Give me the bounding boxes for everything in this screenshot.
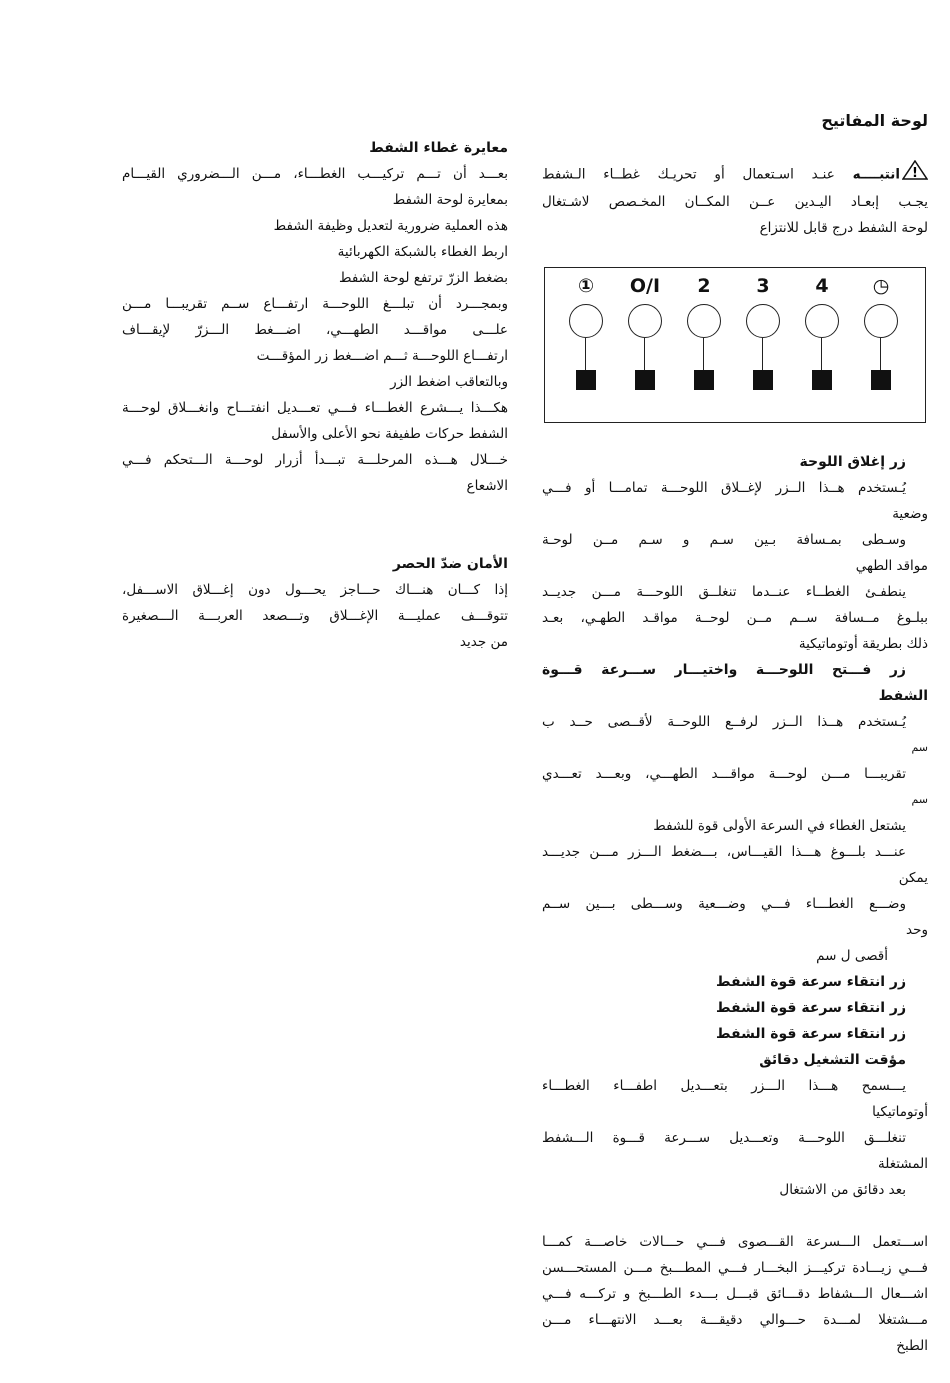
calib-line-5: بضغط الزرّ ترتفع لوحة الشفط bbox=[339, 270, 508, 286]
timer-line-5: بعد دقائق من الاشتغال bbox=[779, 1182, 906, 1198]
panel-button-timer bbox=[861, 268, 901, 422]
calib-line-7: علـــى مواقـــد الطهـــي، اضـــغط الـــزرّ لإيقـــاف bbox=[122, 322, 508, 338]
open-line-4: سم bbox=[911, 793, 928, 806]
timer-line-4: المشتغلة bbox=[877, 1156, 928, 1172]
warning-label: انتبــــه bbox=[852, 166, 901, 183]
section-title-keypad: لوحة المفاتيح bbox=[821, 111, 928, 130]
anti-trap-heading: الأمان ضدّ الحصر bbox=[392, 556, 508, 572]
open-panel-heading-2: الشفط bbox=[878, 688, 928, 704]
timer-line-3: تنغلـــق اللوحـــة وتعـــديل ســـرعة قـــوة الـــشفط bbox=[542, 1130, 906, 1146]
note-line-2: فـــي زيـــادة تركيـــز البخـــار فـــي المطـــبخ مـــن المستحـــسن bbox=[542, 1260, 928, 1276]
right-column bbox=[542, 108, 928, 1359]
note-line-3: اشـــعال الـــشفاط دقـــائق قبـــل بـــدء الطـــبخ و تركـــه فـــي bbox=[542, 1286, 928, 1302]
panel-button-timer-label: ◷ bbox=[872, 275, 890, 297]
speed-button-line-1: زر انتقاء سرعة قوة الشفط bbox=[716, 974, 906, 990]
control-panel-diagram bbox=[544, 267, 926, 423]
calib-line-6: وبمجـــرد أن تبلـــغ اللوحـــة ارتفـــاع ســم تقريبـــا مـــن bbox=[122, 296, 508, 312]
note-line-4: مـــشتغلا لمـــدة حـــوالي دقيقـــة بعـــد الانتهـــاء مـــن bbox=[542, 1312, 928, 1328]
calib-line-10: هكـــذا يـــشرع الغطـــاء فـــي تعـــديل انفتـــاح وانغـــلاق لوحـــة bbox=[122, 400, 508, 416]
safety-line-3: من جديد bbox=[459, 634, 508, 650]
open-line-2: سم bbox=[911, 741, 928, 754]
panel-button-speed-3-label: 3 bbox=[756, 275, 770, 297]
open-line-8: وضـــع الغطـــاء فـــي وضـــعية وســـطى بـــين ســم bbox=[542, 896, 906, 912]
panel-button-speed-2 bbox=[684, 268, 724, 422]
calib-line-1: بعـــد أن تـــم تركيـــب الغطـــاء، مـــن الـــضروري القيـــام bbox=[122, 166, 508, 182]
timer-heading: مؤقت التشغيل دقائق bbox=[759, 1052, 906, 1068]
warning-text-1: عنـد اسـتعمال أو تحريـك غطــاء الـشفط bbox=[542, 166, 835, 183]
svg-text:!: ! bbox=[912, 166, 918, 180]
speed-button-line-2: زر انتقاء سرعة قوة الشفط bbox=[716, 1000, 906, 1016]
panel-button-onoff-label: O/I bbox=[629, 275, 661, 297]
note-line-5: الطبخ bbox=[896, 1338, 928, 1354]
warning-triangle-icon bbox=[902, 160, 928, 189]
note-line-1: اســـتعمل الـــسرعة القـــصوى فـــي حـــالات خاصـــة كمـــا bbox=[542, 1234, 928, 1250]
warning-line-3: لوحة الشفط درج قابل للانتزاع bbox=[759, 220, 928, 236]
open-line-7: يمكن bbox=[898, 870, 928, 886]
close-line-3: وسـطى بمـسافة بـين سـم و سـم مــن لوحـة bbox=[542, 532, 906, 548]
close-panel-heading: زر إغلاق اللوحة bbox=[799, 454, 906, 470]
calib-line-4: اربط الغطاء بالشبكة الكهربائية bbox=[337, 244, 508, 260]
safety-line-1: إذا كـــان هنـــاك حـــاجز يحـــول دون إغـــلاق الاســـفل، bbox=[122, 582, 508, 598]
panel-button-onoff bbox=[625, 268, 665, 422]
timer-line-2: أوتوماتيكيا bbox=[872, 1104, 928, 1120]
close-line-5: ينطفـئ الغطــاء عنــدما تنغلــق اللوحـــة مـــن جديــد bbox=[542, 584, 906, 600]
panel-button-speed-3 bbox=[743, 268, 783, 422]
calib-line-9: وبالتعاقب اضغط الزر bbox=[390, 374, 508, 390]
open-panel-heading: زر فـــتح اللوحـــة واختيـــار ســـرعة قـــوة bbox=[542, 662, 906, 678]
open-line-9: وحد bbox=[906, 922, 928, 938]
panel-button-speed-4 bbox=[802, 268, 842, 422]
calib-line-13: الاشعاع bbox=[466, 478, 508, 494]
close-line-6: ببلـوغ مــسافة ســم مــن لوحــة مواقـد الطهـي، بعـد bbox=[542, 610, 928, 626]
safety-line-2: تتوقـــف عمليـــة الإغـــلاق وتـــصعد العربـــة الـــصغيرة bbox=[122, 608, 508, 624]
open-line-10: أقصى ل سم bbox=[816, 948, 888, 964]
panel-button-power bbox=[566, 268, 606, 422]
timer-line-1: يـــسمح هـــذا الـــزر بتعـــديل اطفـــاء الغطـــاء bbox=[542, 1078, 906, 1094]
open-line-5: يشتعل الغطاء في السرعة الأولى قوة للشفط bbox=[653, 818, 906, 834]
panel-button-power-label: ① bbox=[577, 275, 595, 297]
calibration-heading: معايرة غطاء الشفط bbox=[369, 140, 508, 156]
speed-button-line-3: زر انتقاء سرعة قوة الشفط bbox=[716, 1026, 906, 1042]
panel-button-speed-2-label: 2 bbox=[697, 275, 711, 297]
close-line-7: ذلك بطريقة أوتوماتيكية bbox=[798, 636, 928, 652]
calib-line-11: الشفط حركات طفيفة نحو الأعلى والأسفل bbox=[271, 426, 508, 442]
open-line-3: تقريبـــا مـــن لوحـــة مواقـــد الطهـــي، وبعـــد تعـــدي bbox=[542, 766, 906, 782]
close-line-4: مواقد الطهي bbox=[855, 558, 928, 574]
calib-line-2: بمعايرة لوحة الشفط bbox=[392, 192, 508, 208]
close-line-2: وضعية bbox=[892, 506, 928, 522]
calib-line-8: ارتفـــاع اللوحـــة ثـــم اضـــغط زر المؤقـــت bbox=[256, 348, 508, 364]
close-line-1: يُـستخدم هــذا الــزر لإغــلاق اللوحـــة تمامـــا أو فـــي bbox=[542, 480, 906, 496]
panel-button-speed-4-label: 4 bbox=[815, 275, 829, 297]
warning-line-2: يجـب إبعـاد اليـدين عــن المكــان المخـصص لاشـتغال bbox=[542, 194, 928, 210]
left-column bbox=[122, 135, 508, 655]
open-line-6: عنـــد بلـــوغ هـــذا القيـــاس، بـــضغط الـــزر مـــن جديـــد bbox=[542, 844, 906, 860]
open-line-1: يُـستخدم هــذا الــزر لرفــع اللوحــة لأقــصى حــد ب bbox=[542, 714, 906, 730]
calib-line-3: هذه العملية ضرورية لتعديل وظيفة الشفط bbox=[273, 218, 508, 234]
warning-line-1 bbox=[542, 160, 928, 189]
calib-line-12: خـــلال هـــذه المرحلـــة تبـــدأ أزرار لوحـــة الـــتحكم فـــي bbox=[122, 452, 508, 468]
